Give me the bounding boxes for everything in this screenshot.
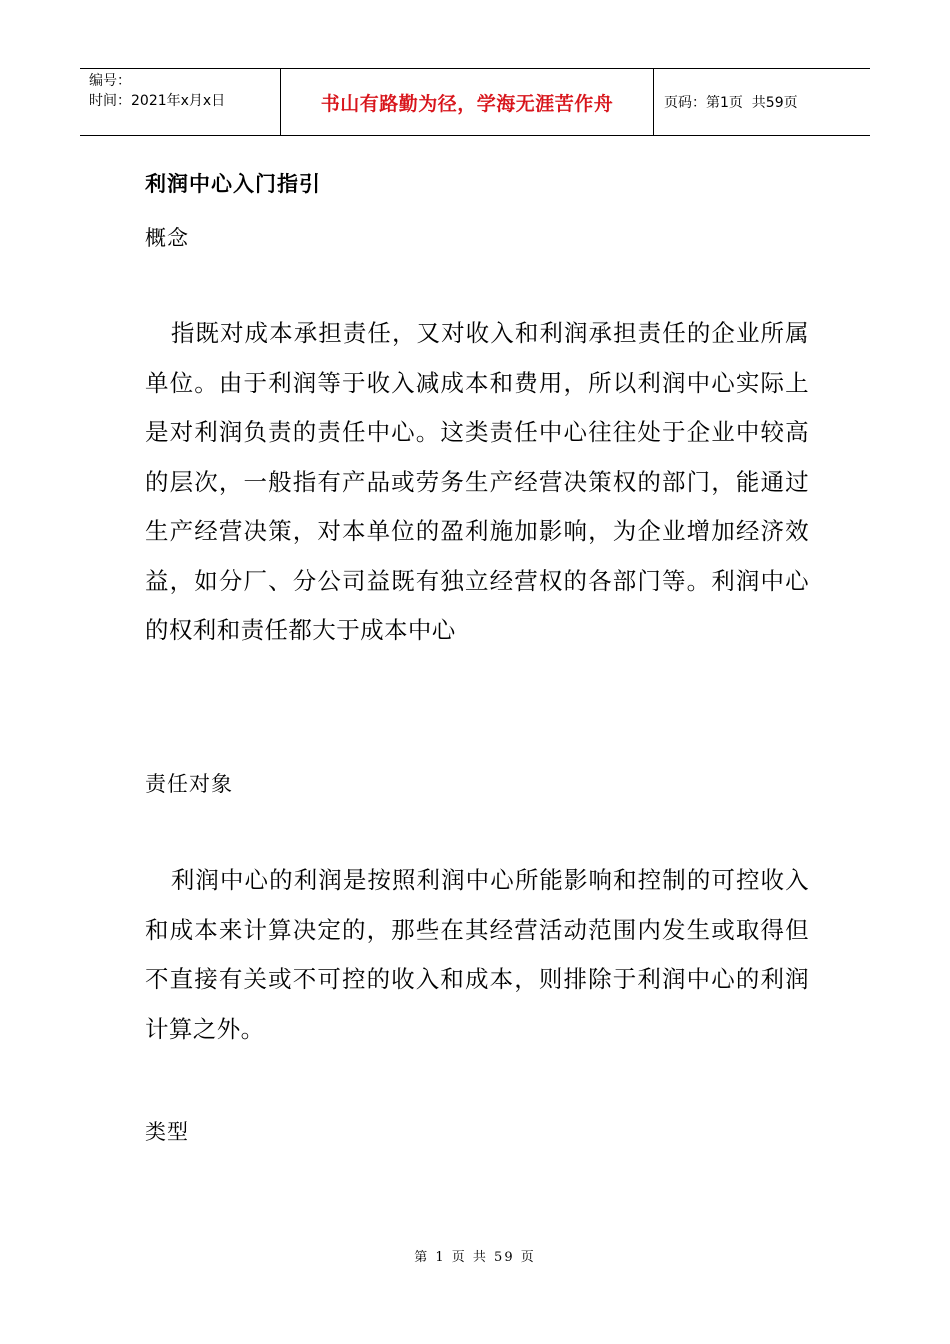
- section-paragraph-concept: 指既对成本承担责任，又对收入和利润承担责任的企业所属单位。由于利润等于收入减成本和费用，所以利润中心实际上是对利润负责的责任中心。这类责任中心往往处于企业中较高的层次，一般指有产品或劳务生产经营决策权的部门，能通过生产经营决策，对本单位的盈利施加影响，为企业增加经济效益，如分厂、分公司益既有独立经营权的各部门等。利润中心的权利和责任都大于成本中心: [145, 319, 809, 644]
- header-page-info: 页码：第1页 共59页: [664, 95, 798, 111]
- header-motto-cell: [281, 69, 654, 135]
- section-paragraph-responsibility: 利润中心的利润是按照利润中心所能影响和控制的可控收入和成本来计算决定的，那些在其经营活动范围内发生或取得但不直接有关或不可控的收入和成本，则排除于利润中心的利润计算之外。: [145, 866, 809, 1043]
- section-heading-types: 类型: [145, 1120, 189, 1144]
- page-header: [80, 68, 870, 136]
- header-page-cell: [654, 69, 870, 135]
- header-motto: 书山有路勤为径，学海无涯苦作舟: [320, 92, 614, 115]
- section-heading-concept: 概念: [145, 226, 189, 250]
- page-footer: 第 1 页 共 59 页: [414, 1250, 536, 1265]
- document-title: 利润中心入门指引: [145, 172, 321, 196]
- doc-time-label: 时间：2021年x月x日: [89, 93, 226, 109]
- header-meta-cell: [80, 69, 281, 135]
- doc-number-label: 编号：: [89, 73, 131, 89]
- section-heading-responsibility: 责任对象: [145, 772, 233, 796]
